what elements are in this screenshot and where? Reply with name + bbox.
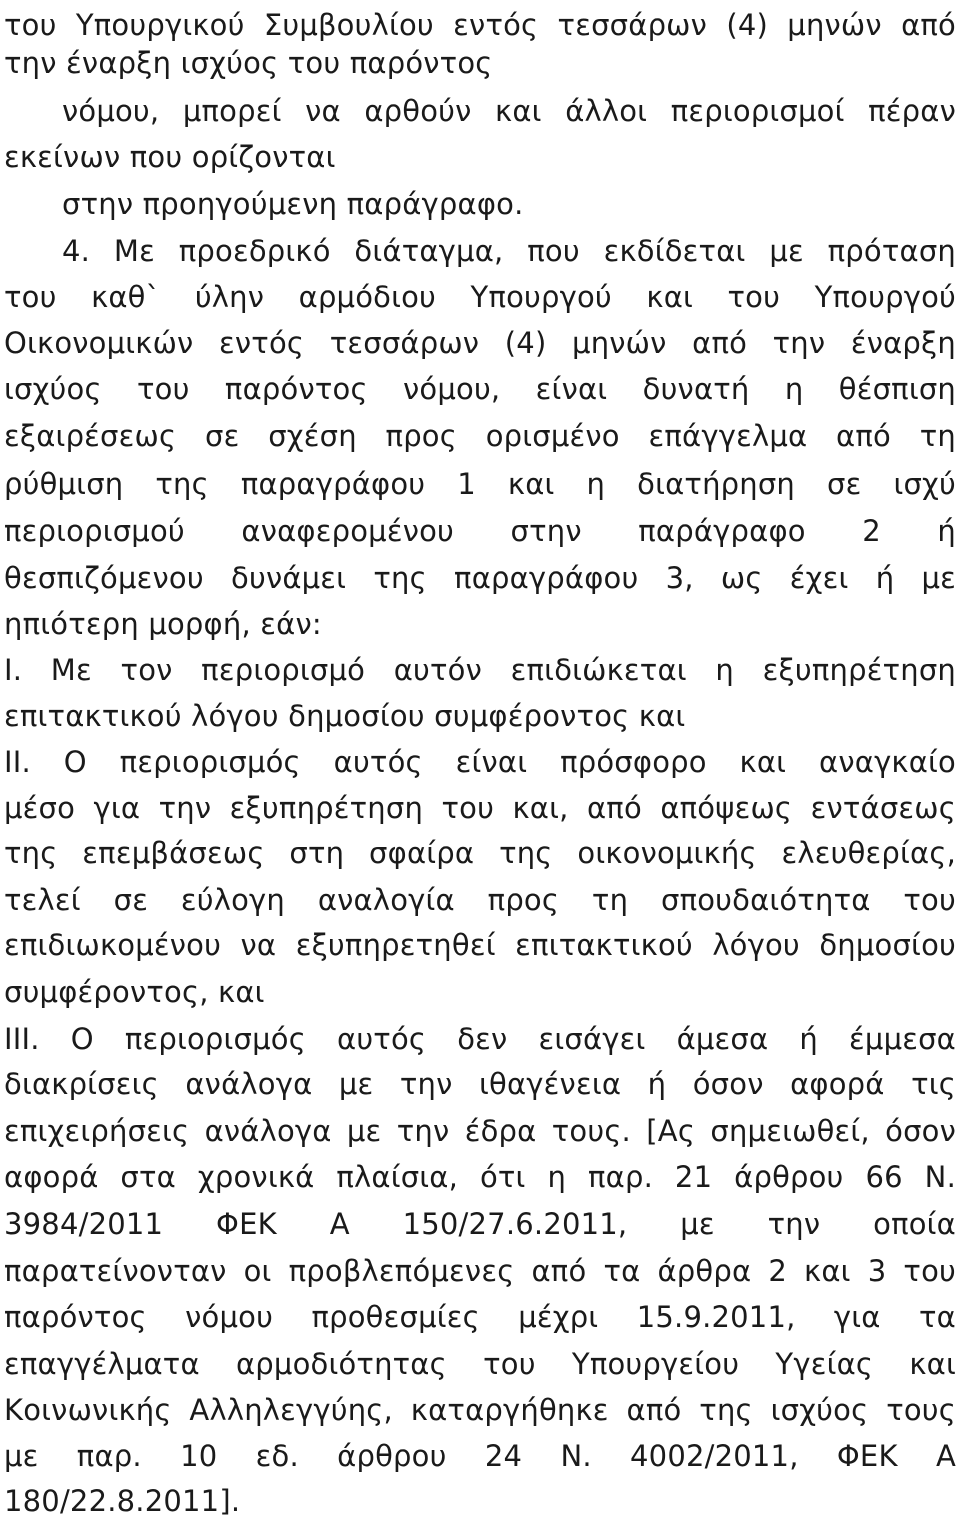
text-line: Οικονομικών εντός τεσσάρων (4) μηνών από την έναρξη (4, 326, 956, 360)
text-line: με παρ. 10 εδ. άρθρου 24 Ν. 4002/2011, ΦΕΚ Α (4, 1439, 956, 1473)
text-line: II. Ο περιορισμός αυτός είναι πρόσφορο και αναγκαίο (4, 745, 956, 779)
text-line: επιχειρήσεις ανάλογα με την έδρα τους. [Ας σημειωθεί, όσον (4, 1114, 956, 1148)
text-line: ρύθμιση της παραγράφου 1 και η διατήρηση σε ισχύ (4, 467, 956, 501)
text-line: επαγγέλματα αρμοδιότητας του Υπουργείου Υγείας και (4, 1347, 956, 1381)
text-line: παρόντος νόμου προθεσμίες μέχρι 15.9.2011, για τα (4, 1300, 956, 1334)
text-line: την έναρξη ισχύος του παρόντος (4, 46, 493, 80)
text-line: συμφέροντος, και (4, 975, 265, 1009)
text-line: περιορισμού αναφερομένου στην παράγραφο 2 ή (4, 514, 956, 548)
text-line: 180/22.8.2011]. (4, 1484, 241, 1518)
text-line: I. Με τον περιορισμό αυτόν επιδιώκεται η εξυπηρέτηση (4, 653, 956, 687)
text-line: μέσο για την εξυπηρέτηση του και, από απόψεως εντάσεως (4, 791, 956, 825)
text-line: 4. Με προεδρικό διάταγμα, που εκδίδεται με πρόταση (62, 234, 956, 268)
text-line: αφορά στα χρονικά πλαίσια, ότι η παρ. 21 άρθρου 66 Ν. (4, 1160, 956, 1194)
text-line: εκείνων που ορίζονται (4, 140, 336, 174)
text-line: III. Ο περιορισμός αυτός δεν εισάγει άμεσα ή έμμεσα (4, 1022, 956, 1056)
text-line: του Υπουργικού Συμβουλίου εντός τεσσάρων (4) μηνών από (4, 8, 956, 42)
text-line: θεσπιζόμενου δυνάμει της παραγράφου 3, ως έχει ή με (4, 561, 956, 595)
text-line: ισχύος του παρόντος νόμου, είναι δυνατή η θέσπιση (4, 372, 956, 406)
text-line: επιτακτικού λόγου δημοσίου συμφέροντος και (4, 699, 686, 733)
text-line: εξαιρέσεως σε σχέση προς ορισμένο επάγγελμα από τη (4, 419, 956, 453)
text-line: επιδιωκομένου να εξυπηρετηθεί επιτακτικού λόγου δημοσίου (4, 928, 956, 962)
text-line: 3984/2011 ΦΕΚ Α 150/27.6.2011, με την οποία (4, 1207, 956, 1241)
text-line: τελεί σε εύλογη αναλογία προς τη σπουδαιότητα του (4, 883, 956, 917)
text-line: της επεμβάσεως στη σφαίρα της οικονομικής ελευθερίας, (4, 836, 956, 870)
text-line: ηπιότερη μορφή, εάν: (4, 607, 322, 641)
text-line: του καθ` ύλην αρμόδιου Υπουργού και του Υπουργού (4, 280, 956, 314)
text-line: διακρίσεις ανάλογα με την ιθαγένεια ή όσον αφορά τις (4, 1067, 956, 1101)
text-line: παρατείνονταν οι προβλεπόμενες από τα άρθρα 2 και 3 του (4, 1254, 956, 1288)
text-line: νόμου, μπορεί να αρθούν και άλλοι περιορισμοί πέραν (62, 94, 956, 128)
text-line: στην προηγούμενη παράγραφο. (62, 187, 524, 221)
text-line: Κοινωνικής Αλληλεγγύης, καταργήθηκε από της ισχύος τους (4, 1393, 956, 1427)
